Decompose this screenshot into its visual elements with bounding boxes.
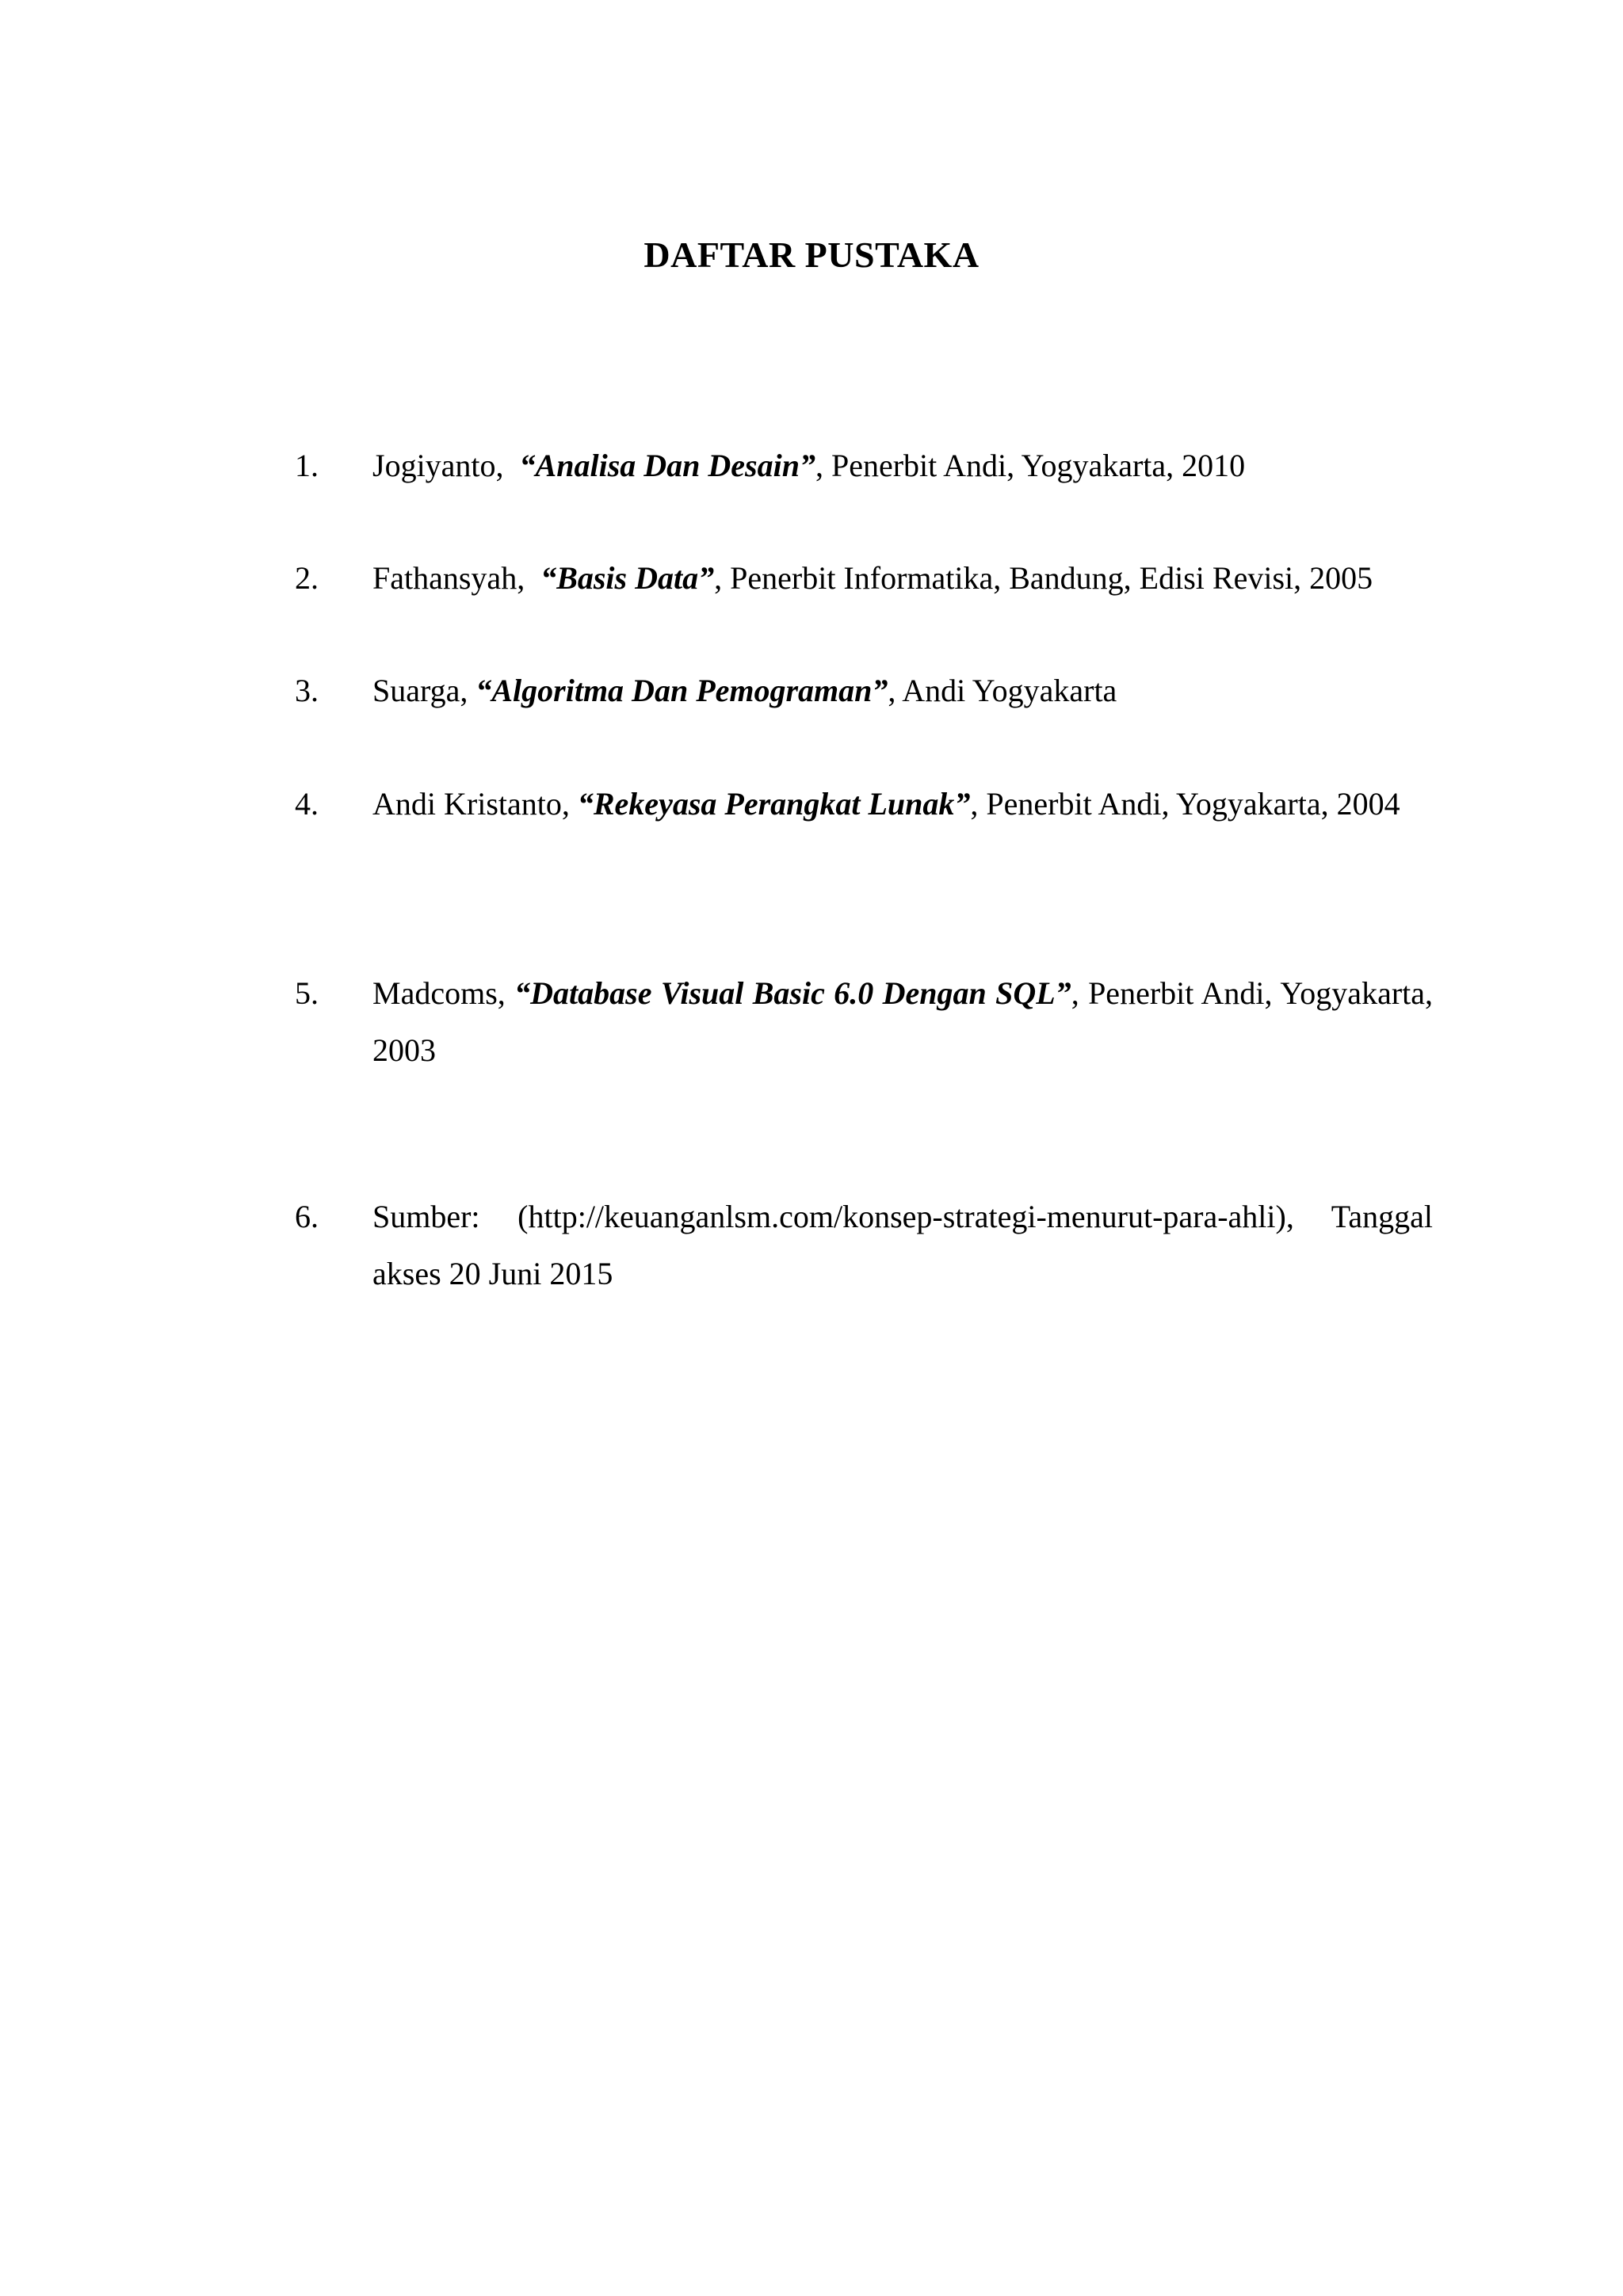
reference-text — [372, 1188, 1433, 1302]
reference-item-2 — [295, 550, 1433, 607]
reference-text — [372, 662, 1433, 719]
reference-publisher: , Penerbit Andi, Yogyakarta, 2010 — [815, 448, 1246, 483]
reference-publisher: , Andi Yogyakarta — [888, 673, 1117, 708]
reference-item-4 — [295, 776, 1433, 833]
reference-text — [372, 776, 1433, 833]
reference-publisher: , Penerbit Informatika, Bandung, Edisi Revisi, 2005 — [714, 560, 1373, 596]
reference-title: “Analisa Dan Desain” — [519, 448, 815, 483]
reference-publisher: , Penerbit Andi, Yogyakarta, 2003 — [372, 975, 1434, 1068]
reference-source: Sumber: (http://keuanganlsm.com/konsep-strategi-menurut-para-ahli), Tanggal akses 20 Juni 2015 — [372, 1199, 1433, 1291]
reference-text — [372, 550, 1433, 607]
reference-item-5 — [295, 965, 1433, 1079]
reference-item-1 — [295, 437, 1433, 494]
reference-author: Suarga, — [372, 673, 468, 708]
reference-number: 1. — [295, 448, 319, 483]
reference-title: “Basis Data” — [540, 560, 715, 596]
reference-number: 5. — [295, 975, 319, 1011]
reference-author: Andi Kristanto, — [372, 786, 570, 822]
reference-number: 3. — [295, 673, 319, 708]
reference-text — [372, 965, 1433, 1079]
reference-author: Madcoms, — [372, 975, 506, 1011]
reference-number: 2. — [295, 560, 319, 596]
reference-author: Jogiyanto, — [372, 448, 504, 483]
reference-author: Fathansyah, — [372, 560, 525, 596]
page-title: DAFTAR PUSTAKA — [643, 235, 980, 275]
reference-item-3 — [295, 662, 1433, 719]
reference-title: “Rekeyasa Perangkat Lunak” — [577, 786, 971, 822]
reference-item-6 — [295, 1188, 1433, 1302]
reference-text — [372, 437, 1433, 494]
reference-number: 6. — [295, 1199, 319, 1234]
reference-title: “Algoritma Dan Pemograman” — [475, 673, 888, 708]
reference-publisher: , Penerbit Andi, Yogyakarta, 2004 — [970, 786, 1400, 822]
reference-title: “Database Visual Basic 6.0 Dengan SQL” — [514, 975, 1071, 1011]
reference-number: 4. — [295, 786, 319, 822]
